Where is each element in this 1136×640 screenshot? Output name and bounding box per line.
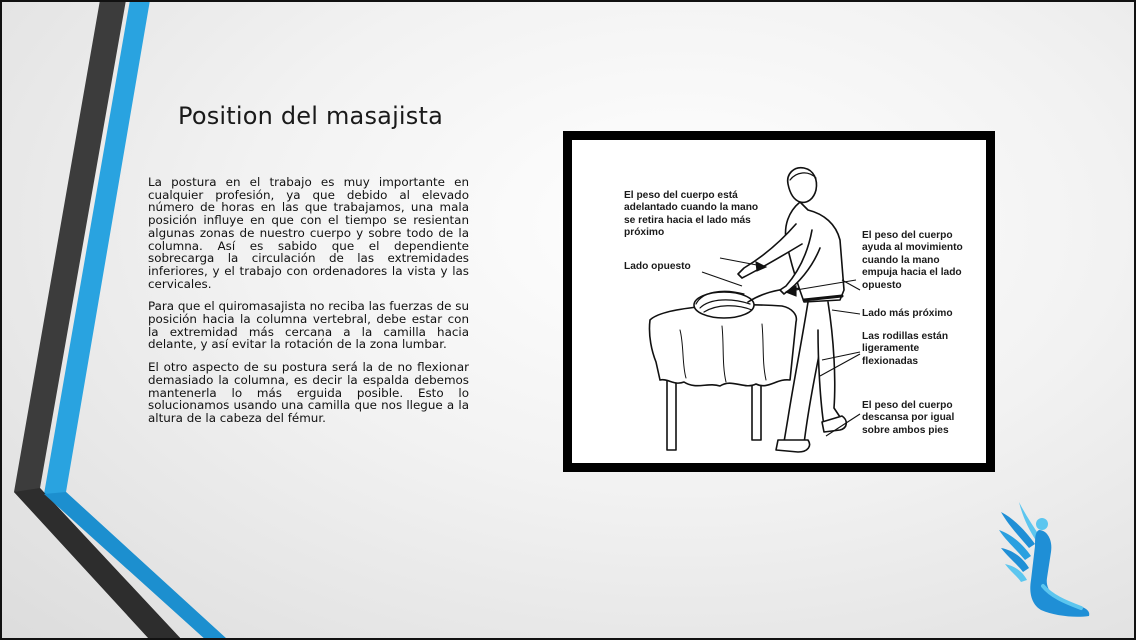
illustration-canvas	[572, 140, 986, 463]
label-rodillas: Las rodillas están ligeramente flexionadas	[862, 331, 949, 367]
posture-illustration	[563, 131, 995, 472]
label-peso-ayuda: El peso del cuerpo ayuda al movimiento cuando la mano empuja hacia el lado opuesto	[862, 230, 963, 291]
winged-foot-logo	[995, 500, 1095, 620]
body-text	[148, 176, 469, 435]
label-lado-opuesto: Lado opuesto	[624, 261, 691, 272]
masseur-shoe-front	[776, 440, 810, 452]
label-peso-descansa: El peso del cuerpo descansa por igual sobre ambos pies	[862, 400, 955, 436]
dark-stripe-lower	[14, 488, 182, 640]
paragraph-3: El otro aspecto de su postura será la de no flexionar demasiado la columna, es decir la espalda debemos mantenerla lo más erguida posible. Esto lo solucionamos usando una camilla que nos llegue a la altura de la cabeza del fémur.	[148, 360, 469, 425]
paragraph-1: La postura en el trabajo es muy importante en cualquier profesión, ya que debido al elevado número de horas en las que trabajamos, una mala posición influye en que con el tiempo se resientan algunas zonas de nuestro cuerpo y sobre todo de la columna. Así es sabido que el dependiente sobrecarga la circulación de las extremidades inferiores, y el trabajo con ordenadores la vista y las cervicales.	[148, 175, 469, 291]
paragraph-2: Para que el quiromasajista no reciba las fuerzas de su posición hacia la columna vertebral, debe estar con la extremidad más cercana a la camilla hacia delante, y así evitar la rotación de la zona lumbar.	[148, 299, 469, 352]
slide-title: Position del masajista	[178, 102, 444, 130]
foot-icon	[1030, 518, 1089, 617]
label-peso-adelantado: El peso del cuerpo está adelantado cuando la mano se retira hacia el lado más próximo	[624, 190, 759, 239]
masseur-leg-back	[818, 302, 842, 426]
label-lado-proximo: Lado más próximo	[862, 308, 953, 319]
